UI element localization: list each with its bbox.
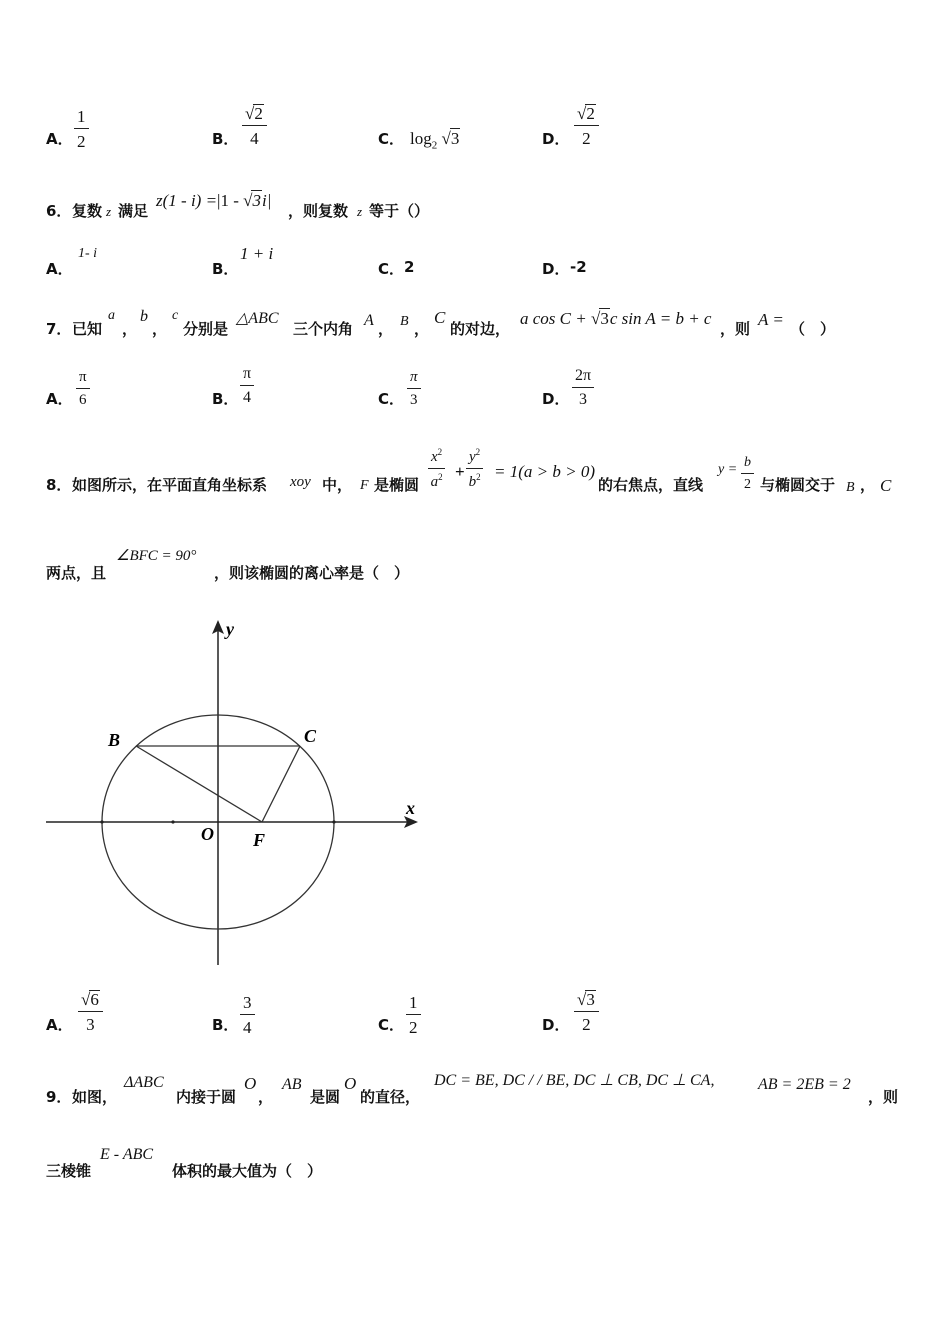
q7-option-d-letter: D． [542,390,570,408]
tick-left-vertex [100,820,103,823]
q9-text-5: 的直径， [360,1088,421,1106]
q5-option-a-fraction: $\frac{1}{2}$ [74,108,89,150]
q8-option-a-fraction: $\frac{√6}{3}$ [78,990,103,1033]
q7-sep-2: ， [152,320,168,338]
q5-option-c-letter: C． [378,130,405,148]
q8-angle: ∠BFC = 90° [116,548,197,564]
q9-pyramid: E - ABC [100,1146,154,1163]
q6-option-c-letter: C． [378,260,405,278]
q6-option-a-letter: A． [46,260,73,278]
q9-conditions: DC = BE, DC / / BE, DC ⊥ CB, DC ⊥ CA, [434,1072,715,1089]
q7-var-B: B [400,314,409,329]
q9-text-8: 体积的最大值为（ ） [172,1162,323,1180]
q6-var-z: z [106,204,112,219]
q7-text-1: 已知 [72,320,103,338]
q8-option-c-fraction: $\frac{1}{2}$ [406,994,421,1036]
q7-sep-1: ， [122,320,138,338]
q8-line-y: y = [718,462,738,477]
q7-equation: a cos C + √3c sin A = b + c [520,309,712,328]
q6-text-2: 满足 [118,202,149,220]
q6-number: 6． [46,202,72,220]
q9-text-1: 如图， [72,1088,118,1106]
q6-text-4: 等于（） [369,202,430,220]
q8-text-3: 是椭圆 [374,476,420,494]
q8-option-b-letter: B． [212,1016,239,1034]
label-o: O [201,824,214,844]
q8-xoy: xoy [290,474,311,490]
q8-text-7: ，则该椭圆的离心率是（ ） [214,564,410,582]
q7-var-b: b [140,308,148,325]
q6-option-d-value: -2 [570,258,587,276]
q7-sep-3: ， [378,320,394,338]
q7-var-C: C [434,308,446,327]
q5-option-b-letter: B． [212,130,239,148]
q9-text-4: 是圆 [310,1088,341,1106]
q7-option-c-fraction: $\frac{\pi}{3}$ [407,370,421,408]
q9-text-3: ， [258,1088,274,1106]
label-y: y [226,619,234,639]
q6-var-z-2: z [357,204,363,219]
q8-figure-ellipse [40,610,440,975]
q8-option-b-fraction: $\frac{3}{4}$ [240,994,255,1036]
q9-text-7: 三棱锥 [46,1162,92,1180]
q7-option-b-fraction: $\frac{\pi}{4}$ [240,366,254,406]
q8-comma: ， [860,476,876,494]
q8-var-C: C [880,476,892,495]
tick-left-focus [171,820,174,823]
q9-var-O-2: O [344,1074,357,1093]
q9-var-O: O [244,1074,257,1093]
q6-option-d-letter: D． [542,260,570,278]
q7-text-5: ，则 [720,320,751,338]
q8-option-d-fraction: $\frac{√3}{2}$ [574,990,599,1033]
q7-option-b-letter: B． [212,390,239,408]
q9-AB: AB [282,1076,302,1093]
q7-sep-4: ， [414,320,430,338]
q6-option-c-value: 2 [404,258,415,276]
q6-option-a-value: 1- i [78,246,98,261]
q7-option-a-fraction: $\frac{\pi}{6}$ [76,370,90,408]
q6-text-1: 复数 [72,202,103,220]
q8-line-fraction: $\frac{b}{2}$ [741,456,754,492]
q8-plus: + [455,462,465,481]
label-x: x [406,798,415,818]
tick-right-vertex [332,820,335,823]
q8-text-4: 的右焦点，直线 [598,476,704,494]
q8-text-1: 如图所示，在平面直角坐标系 [72,476,268,494]
q7-text-2: 分别是 [183,320,229,338]
q9-conditions-2: AB = 2EB = 2 [758,1076,851,1093]
q8-text-5: 与椭圆交于 [760,476,836,494]
q6-text-3: ，则复数 [288,202,349,220]
q7-var-A: A [364,312,374,329]
q6-equation: z(1 - i) =|1 - √3i| [156,191,272,210]
q7-option-a-letter: A． [46,390,73,408]
q7-triangle: △ABC [236,310,279,327]
q7-option-d-fraction: $\frac{2\pi}{3}$ [572,368,594,408]
q5-option-b-fraction: $\frac{√2}{4}$ [242,104,267,147]
q5-option-d-fraction: $\frac{√2}{2}$ [574,104,599,147]
q8-option-a-letter: A． [46,1016,73,1034]
q7-eq-A: A = [758,310,784,329]
q7-option-c-letter: C． [378,390,405,408]
q9-text-6: ，则 [868,1088,899,1106]
q6-option-b-letter: B． [212,260,239,278]
q7-text-6: （ ） [790,320,836,338]
q7-text-3: 三个内角 [293,320,354,338]
q9-number: 9． [46,1088,72,1106]
label-b: B [108,730,121,750]
segment-bf [136,746,262,822]
label-f: F [253,830,266,850]
q8-option-d-letter: D． [542,1016,570,1034]
q5-option-c-log: $\log_2 √3$ [410,129,460,152]
q5-option-d-letter: D． [542,130,570,148]
q8-var-F: F [360,478,369,493]
q7-var-c: c [172,308,179,323]
q9-triangle: ΔABC [124,1074,164,1091]
q8-text-6: 两点，且 [46,564,107,582]
q9-text-2: 内接于圆 [176,1088,237,1106]
segment-cf [262,746,300,822]
q8-ellipse-eq: = 1(a > b > 0) [494,462,595,481]
q8-fraction-x: $\frac{x^2}{a^2}$ [428,448,445,490]
q8-number: 8． [46,476,72,494]
q8-option-c-letter: C． [378,1016,405,1034]
label-c: C [304,726,317,746]
q7-number: 7． [46,320,72,338]
q8-text-2: 中， [322,476,353,494]
q6-option-b-value: 1 + i [240,244,274,263]
q8-var-B: B [846,480,855,495]
q5-option-a-letter: A． [46,130,73,148]
q7-var-a: a [108,308,115,323]
q7-text-4: 的对边， [450,320,511,338]
q8-fraction-y: $\frac{y^2}{b^2}$ [466,448,483,490]
